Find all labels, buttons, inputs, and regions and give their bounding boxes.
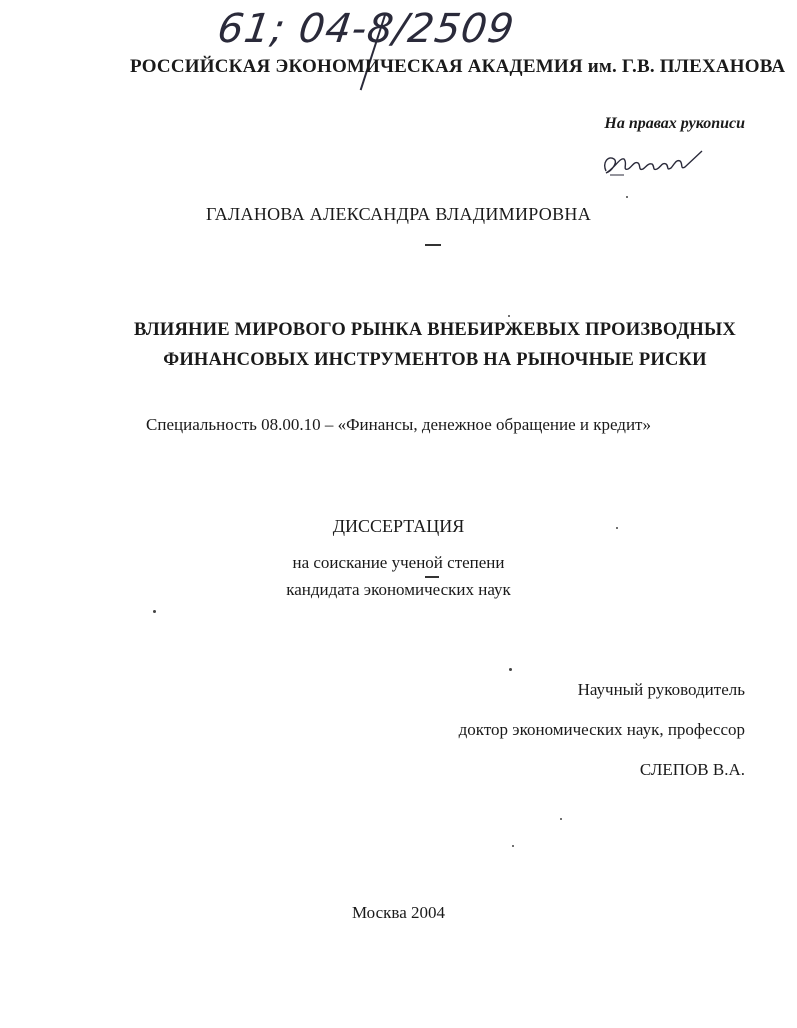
institution-name: РОССИЙСКАЯ ЭКОНОМИЧЕСКАЯ АКАДЕМИЯ им. Г.В. ПЛЕХАНОВА [130,56,786,77]
supervisor-credentials: доктор экономических наук, профессор [458,720,745,739]
scan-speck [153,610,156,613]
supervisor-role: Научный руководитель [577,680,745,699]
dissertation-title-line-1: ВЛИЯНИЕ МИРОВОГО РЫНКА ВНЕБИРЖЕВЫХ ПРОИЗВОДНЫХ [134,320,736,340]
dash-mark [425,576,439,578]
rights-notice: На правах рукописи [604,115,745,132]
dissertation-title-line-2: ФИНАНСОВЫХ ИНСТРУМЕНТОВ НА РЫНОЧНЫЕ РИСКИ [163,350,707,370]
handwritten-signature-icon [598,145,708,179]
dash-mark [425,244,441,246]
scan-speck [626,196,628,198]
scan-speck [508,315,510,317]
scan-speck [560,818,562,820]
degree-line-2: кандидата экономических наук [286,580,511,599]
degree-line-1: на соискание ученой степени [292,553,505,572]
specialty: Специальность 08.00.10 – «Финансы, денежное обращение и кредит» [146,415,651,434]
scan-speck [512,845,514,847]
scan-speck [616,527,618,529]
scan-speck [509,668,512,671]
supervisor-name: СЛЕПОВ В.А. [639,760,745,779]
city-year: Москва 2004 [351,903,446,922]
archive-stamp: 61; 04-8/2509 [214,6,518,52]
author-name: ГАЛАНОВА АЛЕКСАНДРА ВЛАДИМИРОВНА [205,204,591,224]
document-type: ДИССЕРТАЦИЯ [332,516,465,536]
